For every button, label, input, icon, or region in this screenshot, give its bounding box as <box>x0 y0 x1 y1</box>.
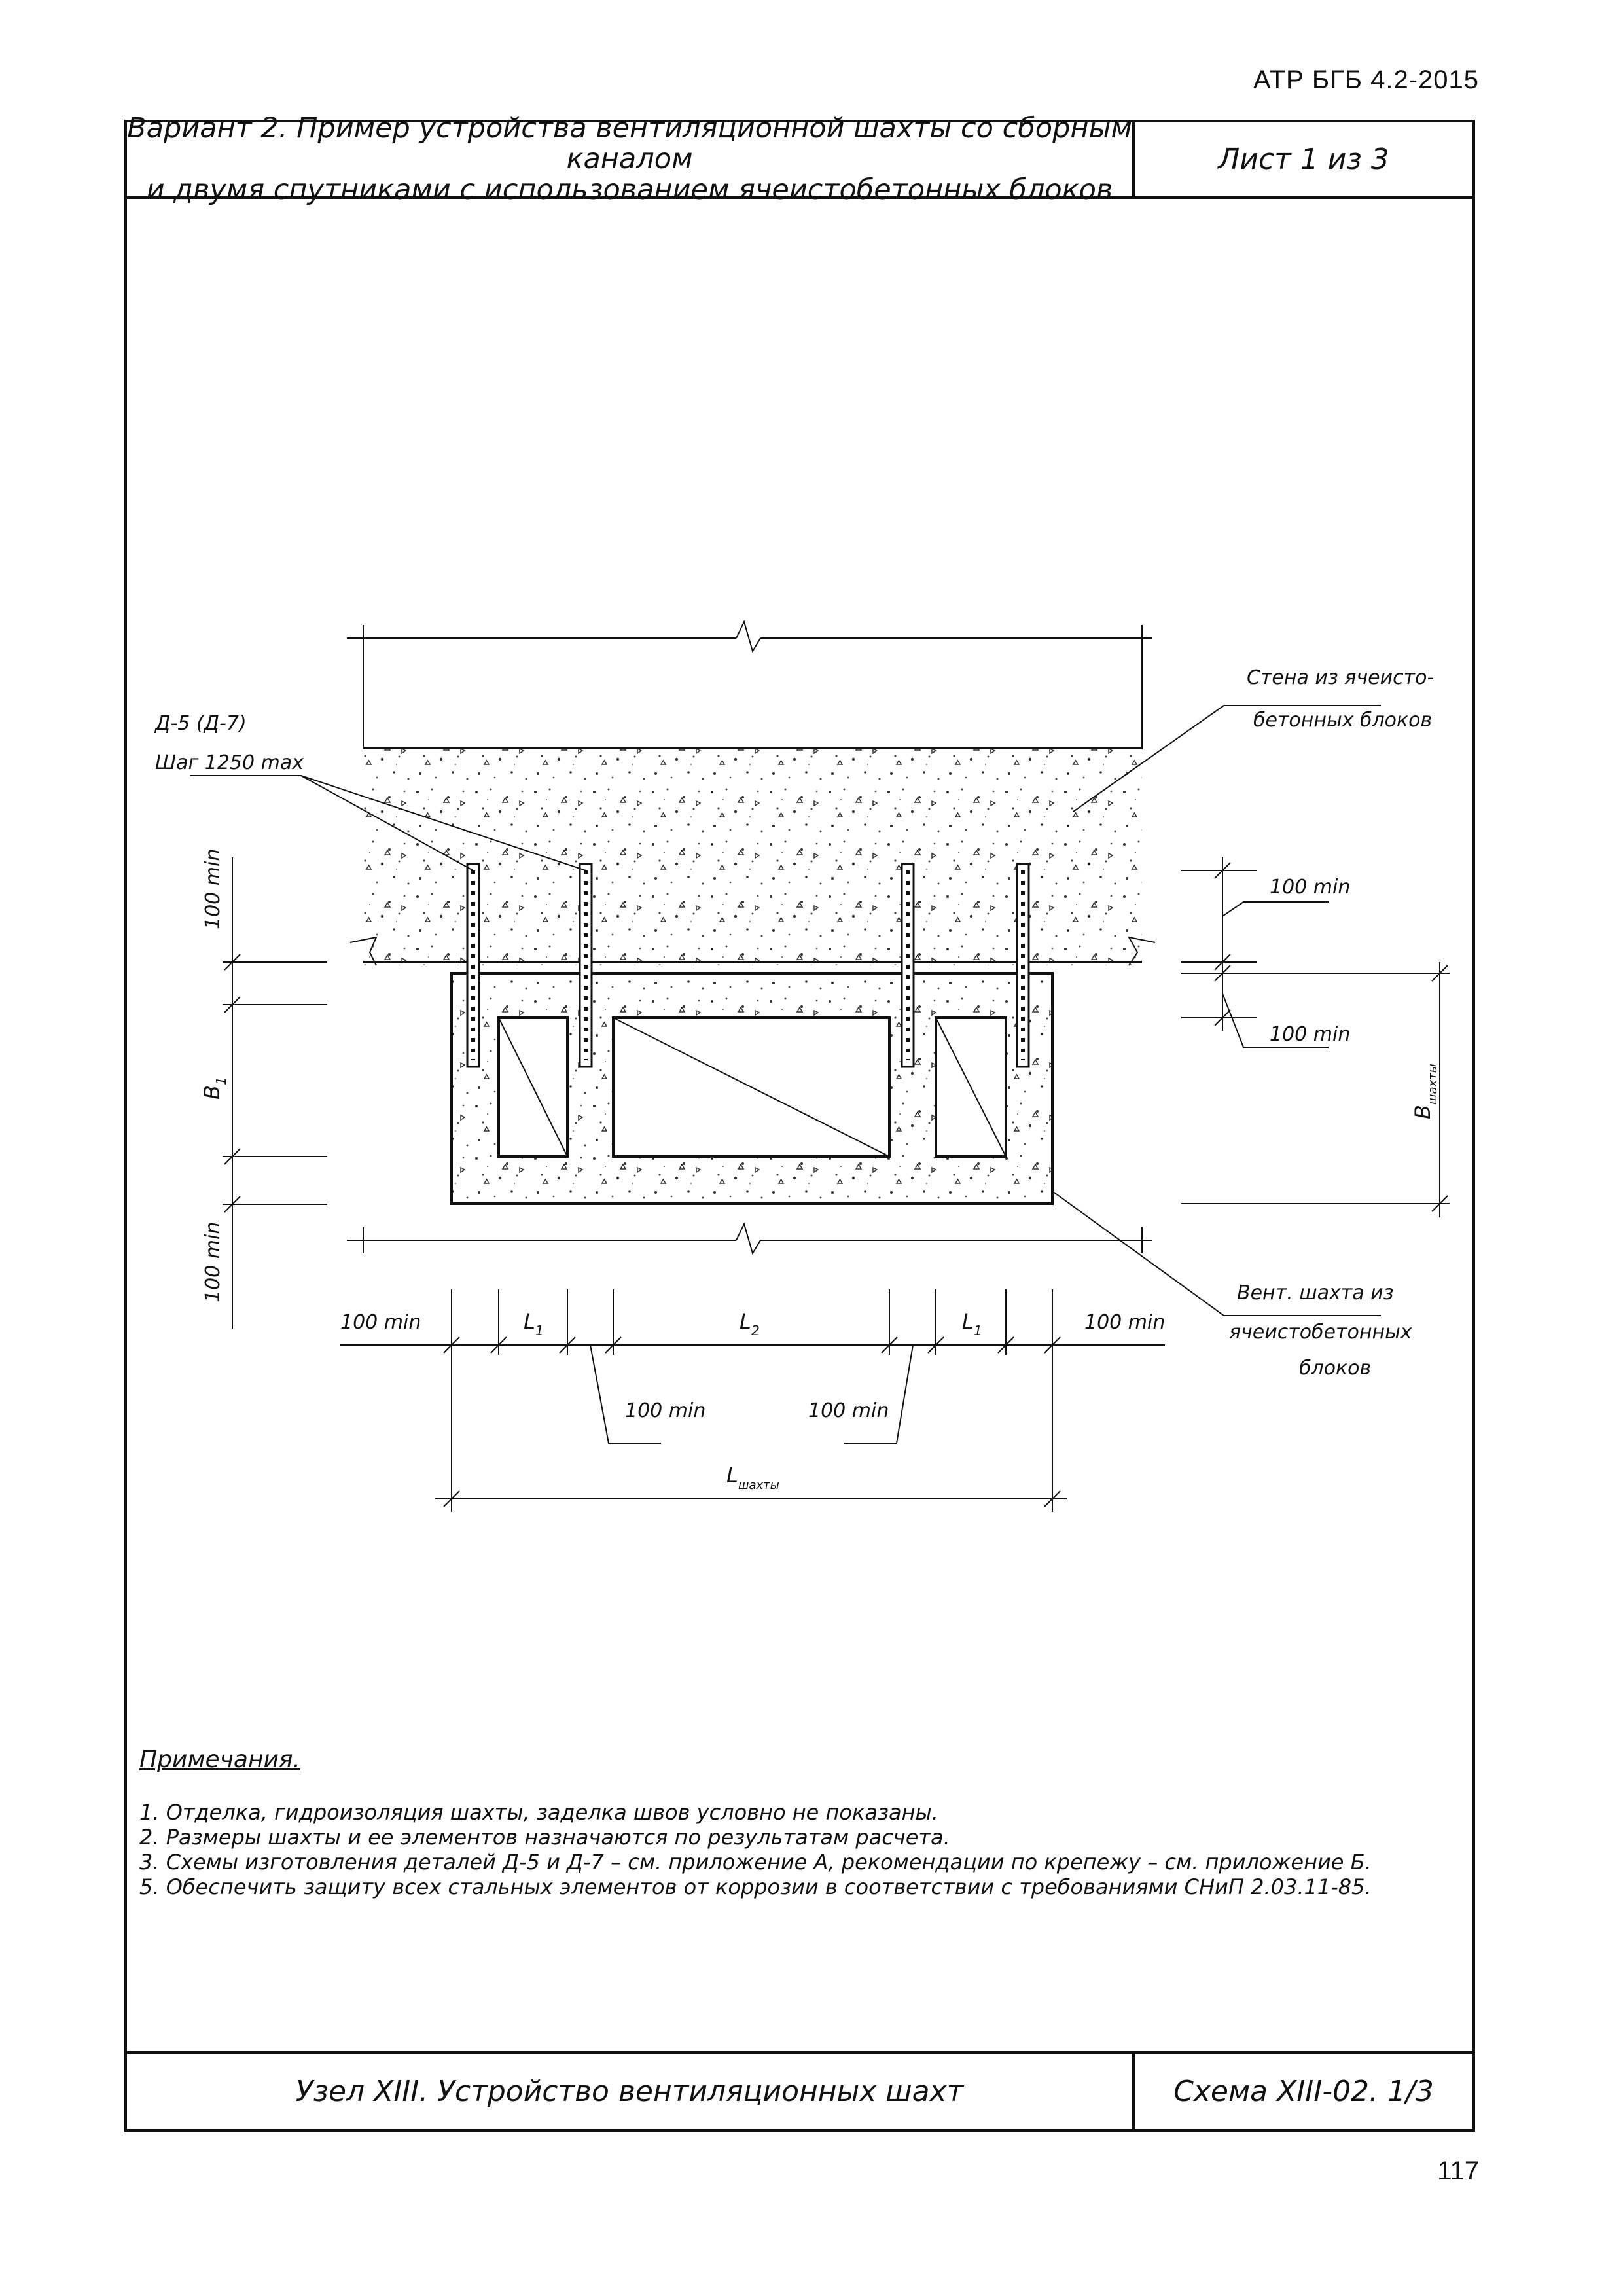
sheet-title-line-2: и двумя спутниками с использованием ячеистобетонных блоков <box>146 173 1113 206</box>
svg-text:шахты: шахты <box>738 1479 779 1492</box>
ventilation-shaft <box>452 973 1052 1204</box>
note-item: 5. Обеспечить защиту всех стальных элементов от коррозии в соответствии с требованиями СНиП 2.03.11-85. <box>139 1874 1372 1899</box>
note-item: 2. Размеры шахты и ее элементов назначаются по результатам расчета. <box>139 1825 950 1850</box>
node-title: Узел XIII. Устройство вентиляционных шахт <box>127 2054 1135 2129</box>
wall-label-line-1: Стена из ячеисто- <box>1247 666 1435 689</box>
svg-text:B: B <box>200 1085 224 1100</box>
steel-tie <box>467 864 479 1067</box>
document-code: АТР БГБ 4.2-2015 <box>1253 65 1479 94</box>
notes-block <box>139 1748 1383 1899</box>
shaft-label-line-2: ячеистобетонных <box>1229 1321 1412 1344</box>
svg-text:шахты: шахты <box>1426 1064 1440 1105</box>
sheet-counter: Лист 1 из 3 <box>1218 143 1389 176</box>
wall-label-line-2: бетонных блоков <box>1253 709 1433 732</box>
svg-text:L: L <box>524 1309 535 1334</box>
shaft-label-line-3: блоков <box>1299 1357 1372 1380</box>
svg-text:L: L <box>740 1309 751 1334</box>
svg-text:2: 2 <box>751 1323 760 1338</box>
steel-tie <box>902 864 914 1067</box>
svg-text:1: 1 <box>535 1323 544 1338</box>
dim-100min-inner-left: 100 min <box>625 1399 706 1422</box>
dim-L1-right <box>962 1309 982 1338</box>
svg-text:L: L <box>962 1309 974 1334</box>
dim-L1-left <box>524 1309 544 1338</box>
dim-Bshaft <box>1410 1064 1440 1119</box>
dim-100min-left-bottom: 100 min <box>202 1221 224 1302</box>
scheme-code: Схема XIII-02. 1/3 <box>1173 2075 1434 2108</box>
dim-100min-right-top: 100 min <box>1270 876 1351 899</box>
dim-100min-bottom-left: 100 min <box>340 1311 421 1334</box>
shaft-label-line-1: Вент. шахта из <box>1237 1282 1394 1304</box>
note-item: 1. Отделка, гидроизоляция шахты, заделка швов условно не показаны. <box>139 1800 938 1825</box>
dim-100min-inner-right: 100 min <box>808 1399 889 1422</box>
svg-text:B: B <box>1410 1105 1435 1119</box>
detail-label: Д-5 (Д-7) <box>155 712 247 735</box>
steel-tie <box>1017 864 1029 1067</box>
steel-tie <box>580 864 592 1067</box>
dim-100min-left-top: 100 min <box>202 848 224 929</box>
svg-text:1: 1 <box>213 1077 229 1085</box>
sheet-title-line-1: Вариант 2. Пример устройства вентиляционной шахты со сборным каналом <box>127 112 1132 175</box>
notes-title: Примечания. <box>139 1746 300 1773</box>
left-dimension-chain <box>223 857 327 1329</box>
dim-100min-right-bottom: 100 min <box>1270 1023 1351 1046</box>
dim-100min-bottom-right: 100 min <box>1084 1311 1166 1334</box>
svg-text:L: L <box>726 1463 738 1488</box>
dim-Lshaft <box>726 1463 779 1492</box>
step-label: Шаг 1250 max <box>155 751 304 774</box>
note-item: 3. Схемы изготовления деталей Д-5 и Д-7 – см. приложение А, рекомендации по крепежу – см. приложение Б. <box>139 1850 1372 1874</box>
dim-B1 <box>200 1077 229 1100</box>
svg-text:1: 1 <box>974 1323 982 1338</box>
page-number: 117 <box>1437 2157 1479 2185</box>
dim-L2 <box>740 1309 760 1338</box>
